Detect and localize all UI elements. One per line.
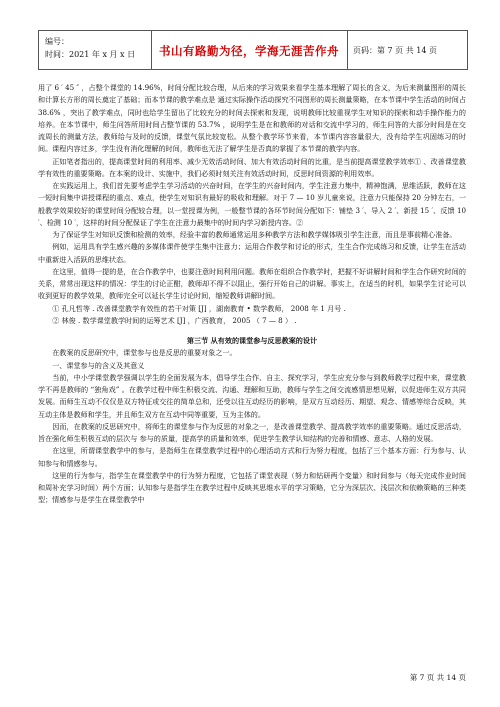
body-paragraph: 在实践运用上，我们首先要考虑学生学习活动的兴奋时间，在学生的兴奋时间内，学生注意力集中，精神饱满，思维活跃，教师在这一短时间集中讲授课程的重点、难点，使学生对知识有最好的吸收和理解。对于 7 — 10 岁儿童来说，注意力只能保持 20 分钟左右，一般教学效果较好的课堂时间分配较合理，以一堂授课为例，一般整节课的各环节时间分配如下：铺垫 3 ′、导入 2 ′、新授 15 ′、反馈 10 ′、检测 10 ′，这样的时间分配保证了学生在注意力最集中的时间内学习新授内容。② xyxy=(38,181,466,227)
body-paragraph: 正如笔者指出的，提高课堂时间的利用率、减少无效活动时间、加大有效活动时间的比重，是当前提高课堂教学效率① 、改善课堂教学有效性的重要策略。在本案的设计、实施中，我们必须时刻关注有效活动时间，反思时间资源的利用效率。 xyxy=(38,156,466,178)
section-title: 第三节 从有效的课堂参与反思教案的设计 xyxy=(186,336,318,345)
body-paragraph: 在教案的反思研究中，课堂参与也是反思的重要对象之一。 xyxy=(52,348,237,358)
body-paragraph: 用了 6 ′ 45 ″ ，占整个课堂的 14.96%，时间分配比较合理，从后来的学习效果来看学生基本理解了周长的含义，为后来测量图形的周长和计算长方形的周长奠定了基础；而本节课的教学难点是 通过实际操作活动探究不同图形的周长测量策略，在本节课中学生活动的时间占 38.6% ，突出了教学难点，同时也给学生留出了比较充分的时间去探索和发现，说明教师比较重视学生对知识的探索和动手操作能力的培养。在本节课中，师生问答所用时间占整节课的 53.7% ，说明学生是在和教师的对话和交流中学习的，师生问答的大部分时间是在交流周长的测量方法，教师给与及时的反馈，课堂气氛比较宽松。从整个教学环节来看，本节课内容容量很大，没有给学生巩固练习的时间。课程内容过多，学生没有消化理解的时间，教师也无法了解学生是否真的掌握了本节课的教学内容。 xyxy=(38,83,466,154)
page-header xyxy=(38,30,468,70)
subsection-heading: 一、课堂参与的含义及其意义 xyxy=(52,360,145,370)
body-paragraph: 为了保证学生对知识反馈和检测的效率，经验丰富的教师通常运用多种教学方法和教学媒体吸引学生注意，而且是事前精心准备。 xyxy=(52,230,457,239)
header-motto-cell xyxy=(151,31,348,69)
motto: 书山有路勤为径，学海无涯苦作舟 xyxy=(159,44,339,58)
document-time-label: 时间：2021 年 x 月 x 日 xyxy=(45,50,136,59)
document-body xyxy=(38,82,466,507)
body-paragraph: 例如，运用具有学生感兴趣的多媒体课件使学生集中注意力；运用合作教学和讨论的形式，生生合作完成练习和反馈，让学生在活动中重新进入活跃的思维状态。 xyxy=(38,242,466,264)
body-paragraph: 在这里，值得一提的是，在合作教学中，也要注意时间利用问题。教师在组织合作教学时，把握不好讲解时间和学生合作研究时间的关系，常常出现这样的情况：学生的讨论正酣，教师却不得不以阻止，强行开始自己的讲解。事实上，在适当的时机，如果学生讨论可以收到更好的教学效果，教师完全可以延长学生讨论时间，缩短教师讲解时间。 xyxy=(38,266,466,301)
header-page-info: 页码：第 7 页 共 14 页 xyxy=(353,46,437,55)
header-left-cell xyxy=(39,31,152,69)
document-code-label: 编号： xyxy=(45,37,69,46)
page-footer: 第 7 页 共 14 页 xyxy=(409,673,466,682)
body-paragraph: 当前，中小学课堂教学强调以学生的全面发展为本，倡导学生合作、自主、探究学习，学生应充分参与到教师教学过程中来，课堂教学不再是教师的 “独角戏” 。在教学过程中师生积极交流、沟通、理解和互助，教师与学生之间交流感情思想见解，以促进师生双方共同发展。而师生互动不仅仅是双方特征或交往的简单总和，还受以往互动经历的影响，是双方互动经历、期望、观念、情感等综合反映，其互动主体是教师和学生，并且师生双方在互动中同等重要，互为主体的。 xyxy=(38,372,466,419)
body-paragraph: 这里的行为参与，指学生在课堂教学中的行为努力程度，它包括了课堂表现（努力和钻研两个变量）和时间参与（每天完成作业时间和周补充学习时间）两个方面；认知参与是指学生在教学过程中反映其思维水平的学习策略，它分为深层次、浅层次和依赖策略的三种类型；情感参与是学生在课堂教学中 xyxy=(38,470,466,505)
footnote-reference: ② 林俊 . 数学课堂教学时间的运筹艺术 [J] ，广西教育， 2005 （ 7 — 8 ） . xyxy=(52,315,297,325)
body-paragraph: 因而，在教案的反思研究中，将师生的课堂参与作为反思的对象之一，是改善课堂教学、提高教学效率的重要策略。通过反思活动，旨在强化师生积极互动的层次与 参与的质量，提高学的质量和效率，促进学生教学认知结构的完善和情感、意志、人格的发展。 xyxy=(38,421,466,443)
header-page-cell xyxy=(347,31,467,69)
footnote-reference: ① 孔凡哲等 . 改善课堂教学有效性的若干对策 [J] ，湖南教育 • 数学教师， 2008 年 1 月号 . xyxy=(52,303,346,313)
body-paragraph: 在这里，所谓课堂教学中的参与，是指师生在课堂教学过程中的心理活动方式和行为努力程度，包括了三个基本方面：行为参与、认知参与和情感参与。 xyxy=(38,446,466,468)
